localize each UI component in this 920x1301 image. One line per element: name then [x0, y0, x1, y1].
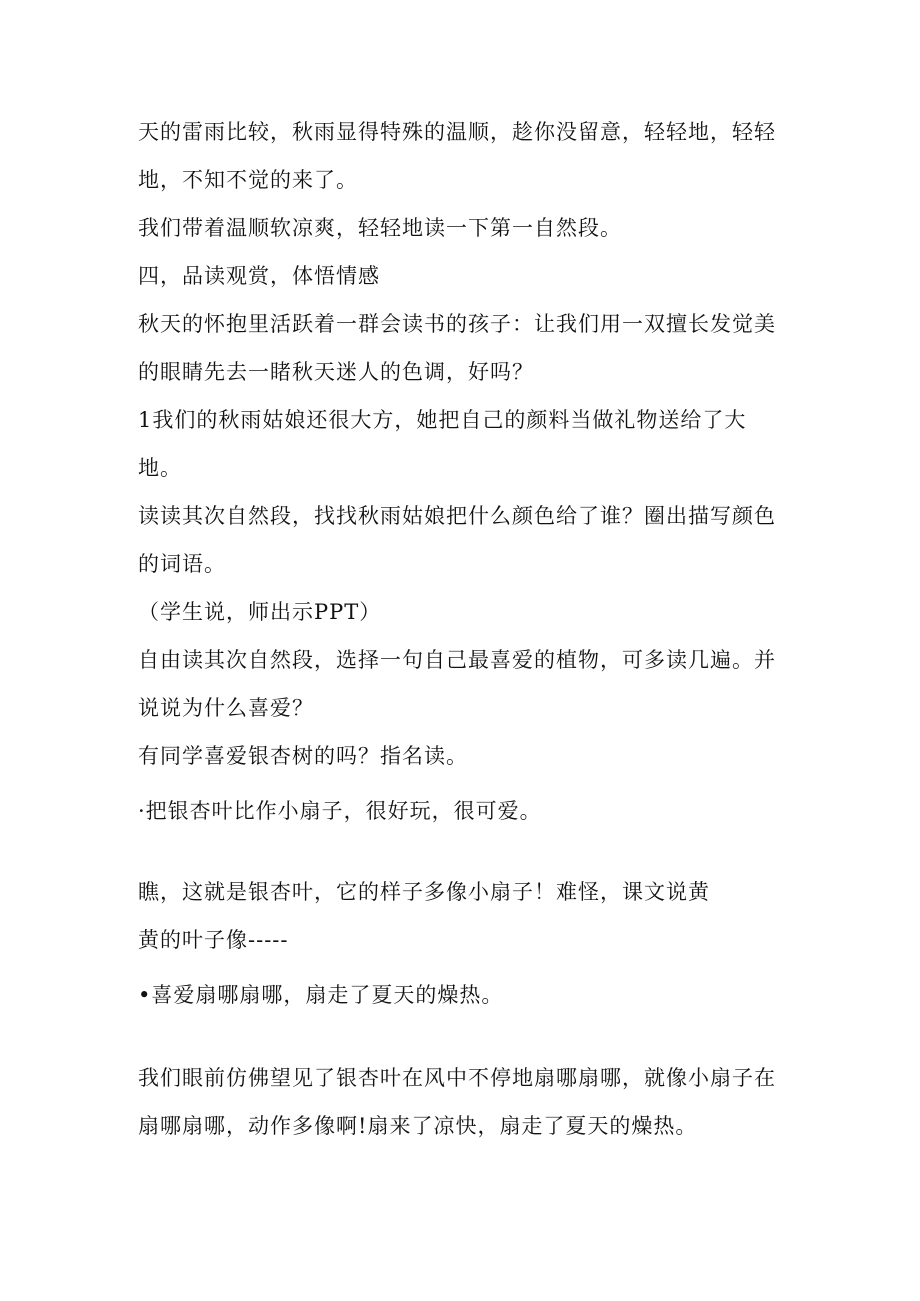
text-line: 自由读其次自然段，选择一句自己最喜爱的植物，可多读几遍。并	[138, 648, 776, 672]
text-line: （学生说，师出示PPT）	[138, 600, 382, 624]
text-line: 瞧，这就是银杏叶，它的样子多像小扇子！难怪，课文说黄	[138, 880, 710, 904]
text-line: 的眼睛先去一睹秋天迷人的色调，好吗？	[138, 360, 534, 384]
text-line: 读读其次自然段，找找秋雨姑娘把什么颜色给了谁？圈出描写颜色	[138, 504, 776, 528]
bullet-line: ·把银杏叶比作小扇子，很好玩，很可爱。	[138, 799, 542, 823]
text-line: 扇哪扇哪，动作多像啊!扇来了凉快，扇走了夏天的燥热。	[138, 1114, 698, 1138]
text-line: 1我们的秋雨姑娘还很大方，她把自己的颜料当做礼物送给了大	[138, 408, 747, 432]
text-line: 的词语。	[138, 552, 226, 576]
text-line: 秋天的怀抱里活跃着一群会读书的孩子：让我们用一双擅长发觉美	[138, 312, 776, 336]
section-heading: 四，品读观赏，体悟情感	[138, 264, 380, 288]
text-line: 我们带着温顺软凉爽，轻轻地读一下第一自然段。	[138, 216, 622, 240]
text-line: 地。	[138, 456, 182, 480]
text-line: 我们眼前仿佛望见了银杏叶在风中不停地扇哪扇哪，就像小扇子在	[138, 1066, 776, 1090]
text-line: 有同学喜爱银杏树的吗？指名读。	[138, 744, 468, 768]
text-line: 天的雷雨比较，秋雨显得特殊的温顺，趁你没留意，轻轻地，轻轻	[138, 120, 776, 144]
text-line: 地，不知不觉的来了。	[138, 168, 358, 192]
text-line: 说说为什么喜爱？	[138, 696, 314, 720]
bullet-line: •喜爱扇哪扇哪，扇走了夏天的燥热。	[138, 983, 504, 1007]
text-line: 黄的叶子像-----	[138, 928, 289, 952]
